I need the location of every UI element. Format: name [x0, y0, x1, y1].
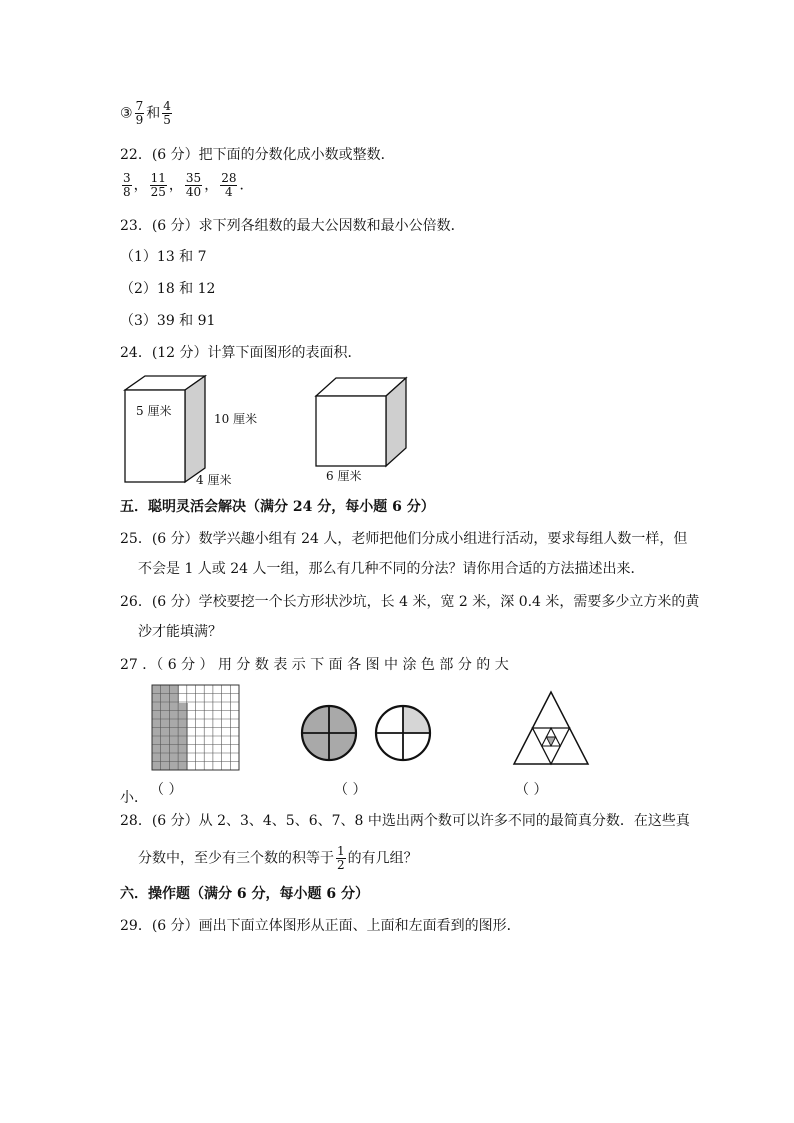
q25-line-2: 不会是 1 人或 24 人一组，那么有几种不同的分法？请你用合适的方法描述出来．: [138, 561, 645, 577]
q21-part3: ③ $\frac{7}{9}$ 和 $\frac{4}{5}$: [120, 99, 171, 127]
q26-line-1: 26．(6 分）学校要挖一个长方形状沙坑，长 4 米，宽 2 米，深 0.4 米，需要多少立方米的黄: [120, 594, 700, 610]
shaded-circle-figure: [298, 702, 360, 764]
cuboid-front-label: 5 厘米: [136, 404, 172, 418]
q22-fractions: $\frac{3}{8}$ ， $\frac{11}{25}$ ， $\frac{35}{40}$ ， $\frac{28}{4}$ ．: [123, 171, 254, 199]
q27-answer-blank-3[interactable]: （ ）: [515, 782, 548, 798]
cube-edge-label: 6 厘米: [326, 469, 362, 483]
fraction-7-9: $\frac{7}{9}$: [135, 99, 144, 127]
q28-line-1: 28．(6 分）从 2、3、4、5、6、7、8 中选出两个数可以许多不同的最简真分数．在这些真: [120, 813, 690, 829]
q22-text: 22．(6 分）把下面的分数化成小数或整数．: [120, 147, 395, 163]
fraction-1-2: $\frac{1}{2}$: [337, 844, 345, 872]
q23-item-3: （3）39 和 91: [120, 313, 216, 329]
q29-text: 29．(6 分）画出下面立体图形从正面、上面和左面看到的图形．: [120, 918, 521, 934]
fraction-item: $\frac{3}{8}$: [123, 171, 131, 199]
quarter-circle-figure: [372, 702, 434, 764]
section-5-title: 五．聪明灵活会解决（满分 24 分，每小题 6 分）: [120, 499, 435, 515]
q26-line-2: 沙才能填满？: [138, 624, 222, 640]
q24-text: 24．(12 分）计算下面图形的表面积．: [120, 345, 362, 361]
grid-figure: [150, 683, 242, 773]
cuboid-figure: [115, 370, 275, 490]
cuboid-depth-label: 4 厘米: [196, 473, 232, 487]
section-6-title: 六．操作题（满分 6 分，每小题 6 分）: [120, 886, 369, 902]
fraction-4-5: $\frac{4}{5}$: [163, 99, 171, 127]
q27-line-2: 小．: [120, 790, 148, 806]
nested-triangle-figure: [510, 688, 592, 768]
q23-item-1: （1）13 和 7: [120, 249, 207, 265]
q28-line-2: 分数中，至少有三个数的积等于 $\frac{1}{2}$ 的有几组？: [138, 844, 418, 872]
fraction-item: $\frac{11}{25}$: [150, 171, 166, 199]
fraction-item: $\frac{28}{4}$: [221, 171, 237, 199]
q27-answer-blank-1[interactable]: （ ）: [150, 782, 183, 798]
q23-item-2: （2）18 和 12: [120, 281, 216, 297]
fraction-item: $\frac{35}{40}$: [185, 171, 202, 199]
q25-line-1: 25．(6 分）数学兴趣小组有 24 人，老师把他们分成小组进行活动，要求每组人数一样，但: [120, 531, 688, 547]
q23-text: 23．(6 分）求下列各组数的最大公因数和最小公倍数．: [120, 218, 465, 234]
q27-answer-blank-2[interactable]: （ ）: [334, 782, 367, 798]
cube-figure: [310, 370, 420, 470]
cuboid-height-label: 10 厘米: [214, 412, 258, 426]
q27-line-1: 27 ．（ 6 分 ） 用 分 数 表 示 下 面 各 图 中 涂 色 部 分 的 大: [120, 657, 509, 673]
circled-marker: ③: [120, 105, 133, 122]
